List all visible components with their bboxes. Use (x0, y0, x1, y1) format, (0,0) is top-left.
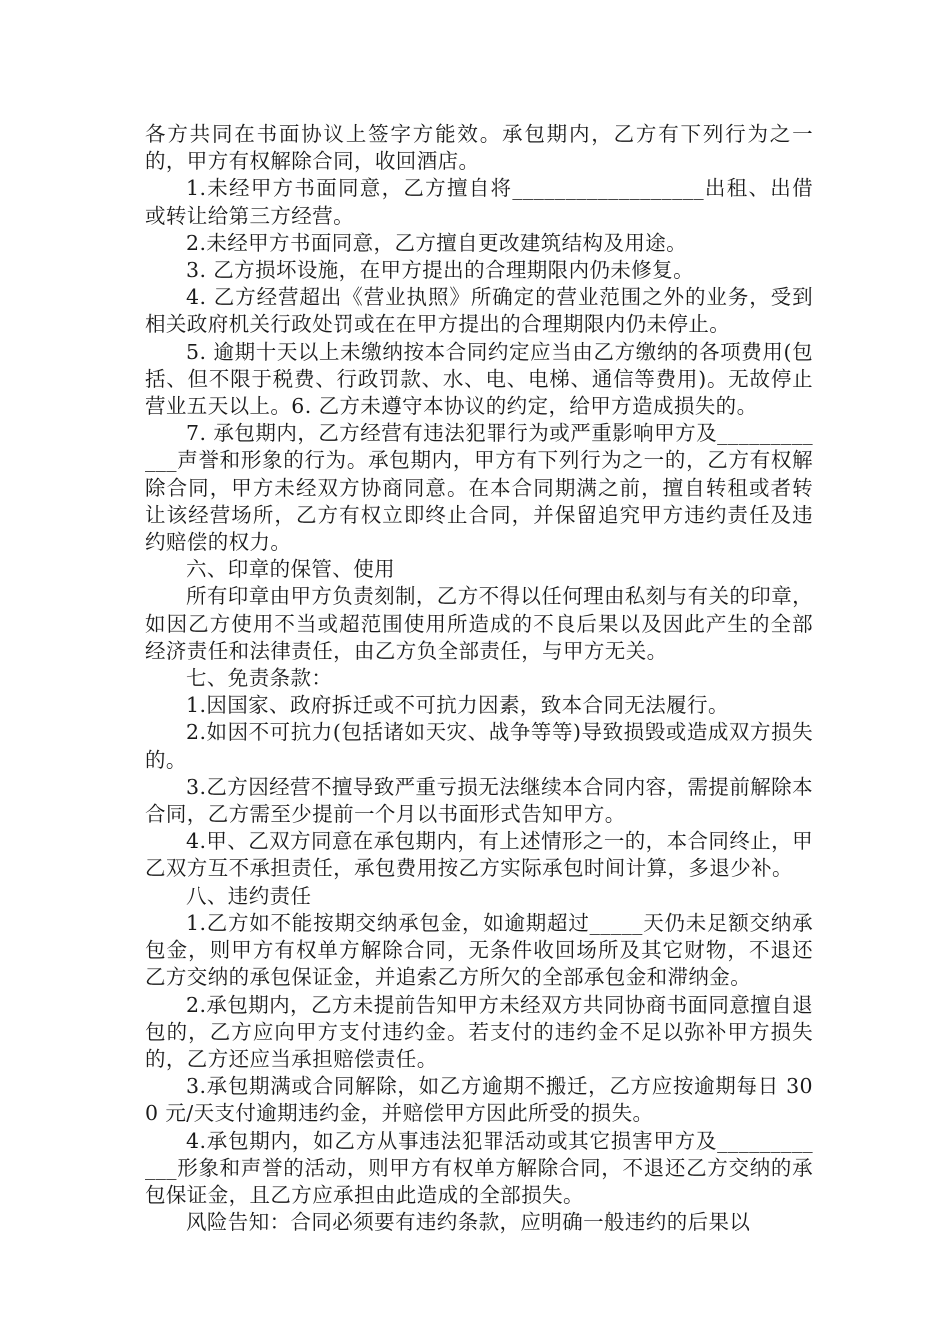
clause-3-facilities: 3. 乙方损坏设施，在甲方提出的合理期限内仍未修复。 (186, 258, 694, 283)
section-heading-exemption: 七、免责条款： (186, 666, 333, 691)
breach-3: 3.承包期满或合同解除，如乙方逾期不搬迁，乙方应按逾期每日 300 元/天支付逾期违约金，并赔偿甲方因此所受的损失。 (145, 1074, 813, 1126)
clause-5-fees: 5. 逾期十天以上未缴纳按本合同约定应当由乙方缴纳的各项费用(包括、但不限于税费、行政罚款、水、电、电梯、通信等费用)。无故停止营业五天以上。6. 乙方未遵守本协议的约定，给甲方造成损失的。 (145, 339, 813, 419)
exemption-1: 1.因国家、政府拆迁或不可抗力因素，致本合同无法履行。 (186, 693, 729, 718)
exemption-4: 4.甲、乙双方同意在承包期内，有上述情形之一的，本合同终止，甲乙双方互不承担责任，承包费用按乙方实际承包时间计算，多退少补。 (145, 829, 813, 881)
paragraph-seals: 所有印章由甲方负责刻制，乙方不得以任何理由私刻与有关的印章，如因乙方使用不当或超范围使用所造成的不良后果以及因此产生的全部经济责任和法律责任，由乙方负全部责任，与甲方无关。 (145, 584, 813, 663)
paragraph: 各方共同在书面协议上签字方能效。承包期内，乙方有下列行为之一的，甲方有权解除合同，收回酒店。 (145, 122, 813, 174)
exemption-2: 2.如因不可抗力(包括诸如天灾、战争等等)导致损毁或造成双方损失的。 (145, 720, 813, 772)
breach-4: 4.承包期内，如乙方从事违法犯罪活动或其它损害甲方及____________形象和声誉的活动，则甲方有权单方解除合同，不退还乙方交纳的承包保证金，且乙方应承担由此造成的全部损失。 (145, 1128, 813, 1207)
clause-4-business-scope: 4. 乙方经营超出《营业执照》所确定的营业范围之外的业务，受到相关政府机关行政处罚或在在甲方提出的合理期限内仍未停止。 (145, 285, 813, 337)
breach-1: 1.乙方如不能按期交纳承包金，如逾期超过_____天仍未足额交纳承包金，则甲方有权单方解除合同，无条件收回场所及其它财物，不退还乙方交纳的承包保证金，并追索乙方所欠的全部承包金和滞纳金。 (145, 910, 813, 990)
clause-1-sublet: 1.未经甲方书面同意，乙方擅自将__________________出租、出借或转让给第三方经营。 (145, 176, 813, 228)
exemption-3: 3.乙方因经营不擅导致严重亏损无法继续本合同内容，需提前解除本合同，乙方需至少提前一个月以书面形式告知甲方。 (145, 774, 813, 827)
section-heading-breach: 八、违约责任 (186, 883, 312, 908)
section-heading-seals: 六、印章的保管、使用 (186, 557, 395, 582)
clause-7-illegal: 7. 承包期内，乙方经营有违法犯罪行为或严重影响甲方及____________声誉和形象的行为。承包期内，甲方有下列行为之一的，乙方有权解除合同，甲方未经双方协商同意。在本合同期满之前，擅自转租或者转让该经营场所，乙方有权立即终止合同，并保留追究甲方违约责任及违约赔偿的权力。 (145, 421, 813, 555)
clause-2-structure: 2.未经甲方书面同意，乙方擅自更改建筑结构及用途。 (186, 230, 688, 255)
contract-body (145, 121, 813, 1236)
breach-2: 2.承包期内，乙方未提前告知甲方未经双方共同协商书面同意擅自退包的，乙方应向甲方支付违约金。若支付的违约金不足以弥补甲方损失的，乙方还应当承担赔偿责任。 (145, 992, 813, 1071)
risk-notice: 风险告知：合同必须要有违约条款，应明确一般违约的后果以 (186, 1210, 751, 1235)
